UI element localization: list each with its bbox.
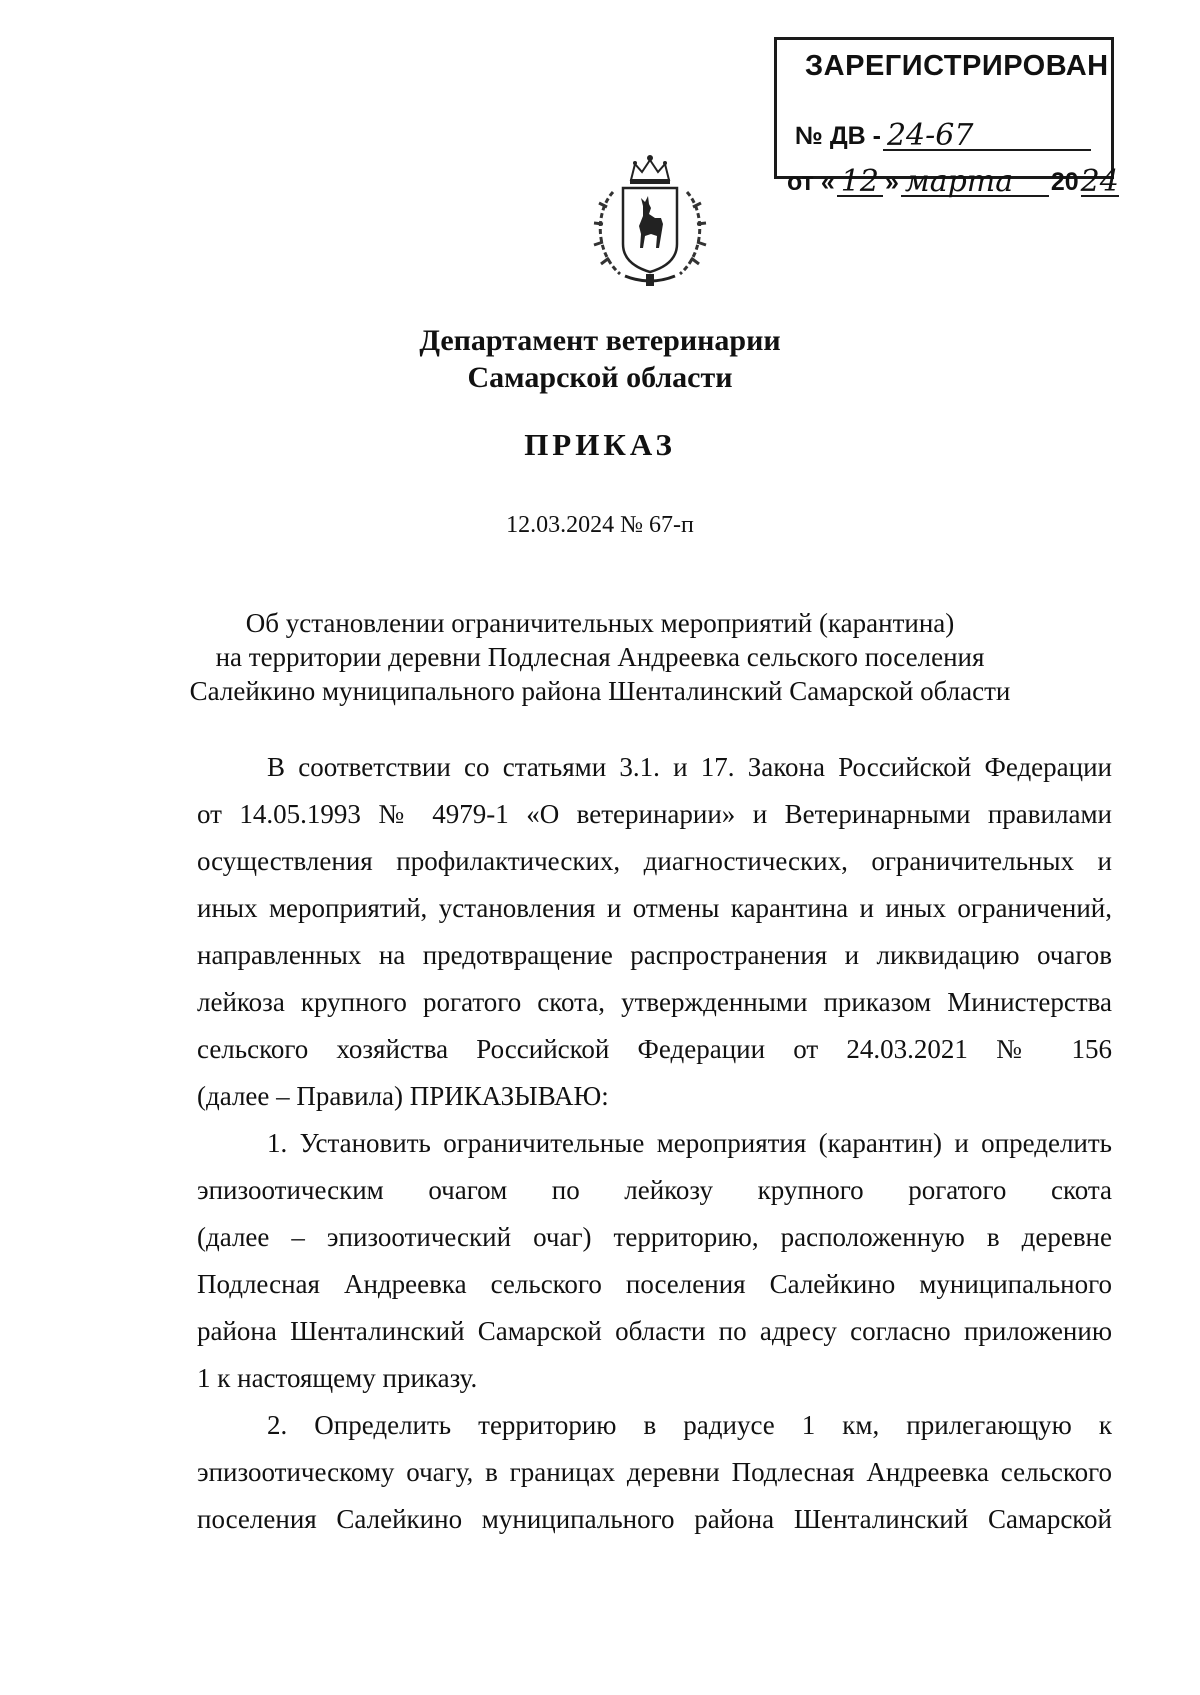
body-line: от 14.05.1993 № 4979-1 «О ветеринарии» и Ветеринарными правилами — [197, 799, 1112, 829]
document-date-number: 12.03.2024 № 67-п — [506, 512, 694, 538]
stamp-date-month: марта — [901, 169, 1049, 197]
body-line: 2. Определить территорию в радиусе 1 км, прилегающую к — [267, 1410, 1112, 1440]
document-type: ПРИКАЗ — [524, 427, 676, 462]
stamp-year-suffix: 24 — [1080, 164, 1119, 199]
org-name-line2: Самарской области — [467, 361, 733, 394]
stamp-title: ЗАРЕГИСТРИРОВАН — [805, 50, 1109, 82]
stamp-date-day: 12 — [837, 169, 883, 197]
stamp-number-label: № ДВ - — [795, 122, 881, 150]
stamp-date-prefix: от « — [787, 168, 835, 196]
subject-line-3: Салейкино муниципального района Шенталинский Самарской области — [189, 676, 1011, 706]
stamp-date-sep: » — [884, 168, 899, 196]
body-line: (далее – эпизоотический очаг) территорию, расположенную в деревне — [197, 1222, 1112, 1252]
body-line: осуществления профилактических, диагностических, ограничительных и — [197, 846, 1112, 876]
body-line: направленных на предотвращение распространения и ликвидацию очагов — [197, 940, 1112, 970]
body-line: сельского хозяйства Российской Федерации от 24.03.2021 № 156 — [197, 1034, 1112, 1064]
body-line: (далее – Правила) ПРИКАЗЫВАЮ: — [197, 1081, 609, 1111]
samara-coat-of-arms-icon — [585, 152, 715, 292]
subject-line-1: Об установлении ограничительных мероприятий (карантина) — [245, 608, 955, 638]
body-line: эпизоотическому очагу, в границах деревни Подлесная Андреевка сельского — [197, 1457, 1112, 1487]
stamp-number-row — [795, 118, 1093, 153]
registration-stamp — [774, 37, 1119, 199]
body-line: Подлесная Андреевка сельского поселения Салейкино муниципального — [197, 1269, 1112, 1299]
org-name-line1: Департамент ветеринарии — [419, 324, 781, 357]
body-line: поселения Салейкино муниципального района Шенталинский Самарской — [197, 1504, 1112, 1534]
subject-line-2: на территории деревни Подлесная Андреевка сельского поселения — [215, 642, 985, 672]
stamp-number-value: 24-67 — [883, 123, 1091, 151]
stamp-date-row — [787, 164, 1121, 199]
body-line: иных мероприятий, установления и отмены карантина и иных ограничений, — [197, 893, 1112, 923]
stamp-year-prefix: 20 — [1050, 168, 1079, 196]
body-line: района Шенталинский Самарской области по адресу согласно приложению — [197, 1316, 1112, 1346]
body-line: эпизоотическим очагом по лейкозу крупного рогатого скота — [197, 1175, 1112, 1205]
body-line: лейкоза крупного рогатого скота, утвержденными приказом Министерства — [197, 987, 1112, 1017]
body-line: 1. Установить ограничительные мероприятия (карантин) и определить — [267, 1128, 1112, 1158]
body-line: В соответствии со статьями 3.1. и 17. Закона Российской Федерации — [267, 752, 1112, 782]
body-line: 1 к настоящему приказу. — [197, 1363, 478, 1393]
